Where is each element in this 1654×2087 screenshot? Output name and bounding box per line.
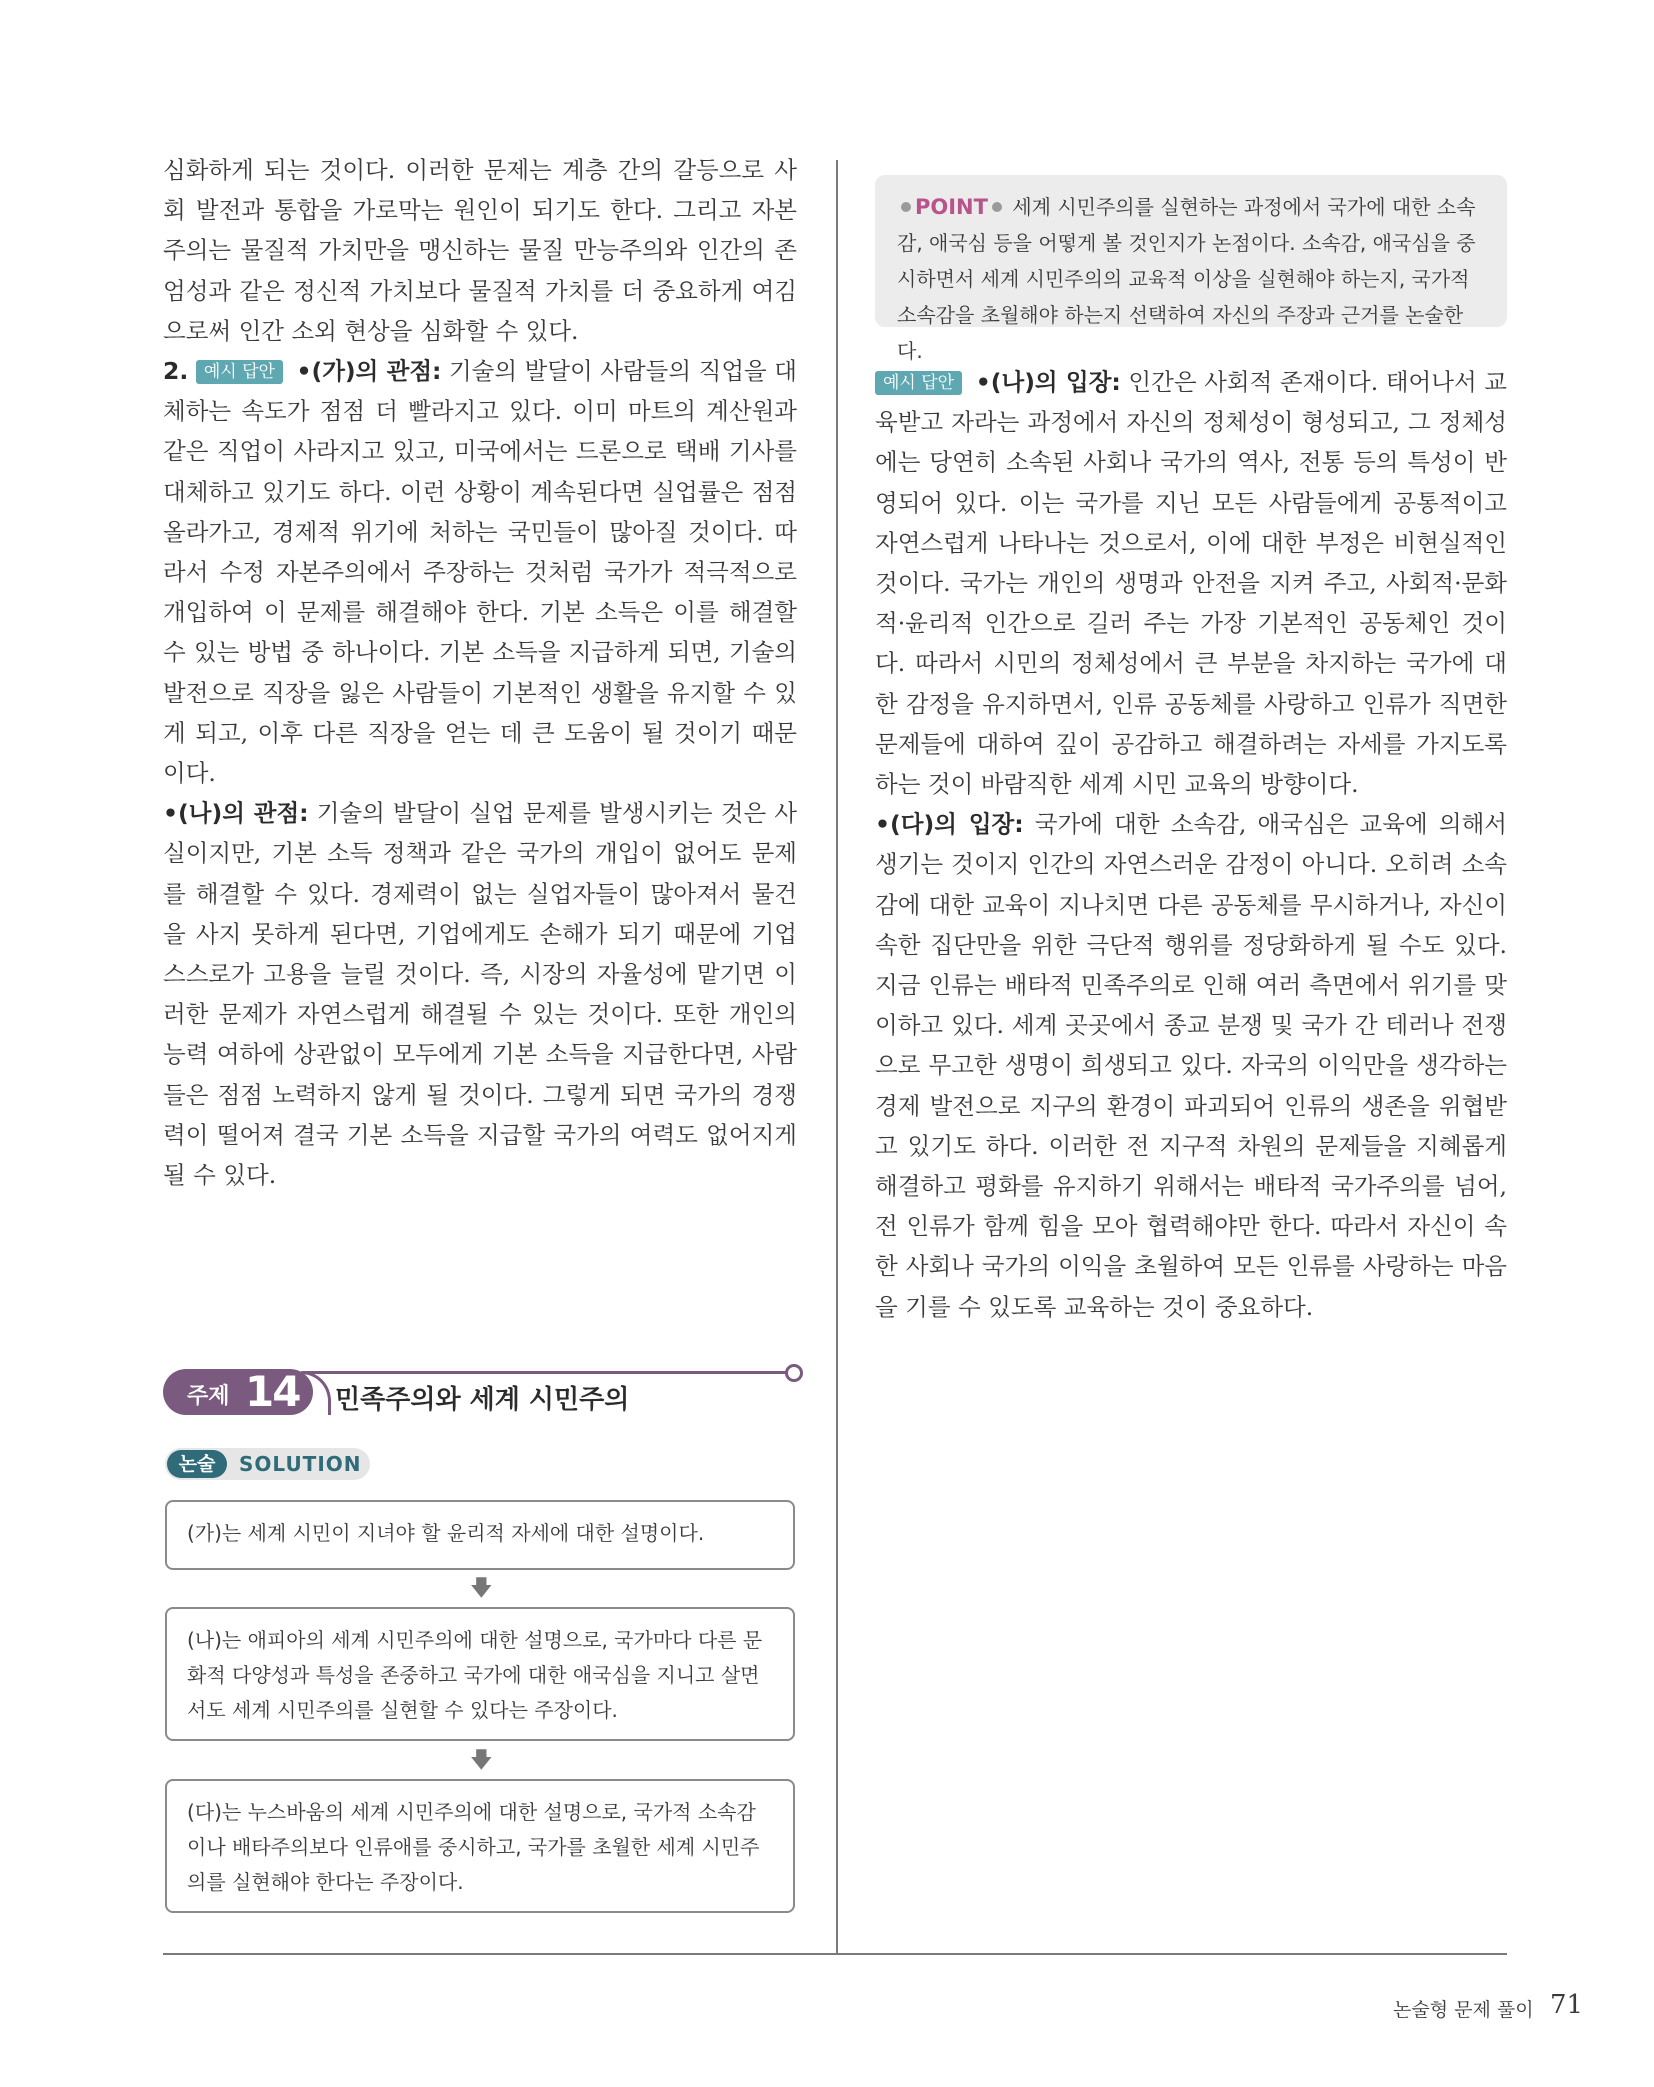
- point-text: 세계 시민주의를 실현하는 과정에서 국가에 대한 소속감, 애국심 등을 어떻게 볼 것인지가 논점이다. 소속감, 애국심을 중시하면서 세계 시민주의의 교육적 이상을 실현해야 하는지, 국가적 소속감을 초월해야 하는지 선택하여 자신의 주장과 근거를 논술한다.: [897, 195, 1476, 363]
- solution-header: [165, 1448, 370, 1480]
- position-na-text: 인간은 사회적 존재이다. 태어나서 교육받고 자라는 과정에서 자신의 정체성이 형성되고, 그 정체성에는 당연히 소속된 사회나 국가의 역사, 전통 등의 특성이 반영되어 있다. 이는 국가를 지닌 모든 사람들에게 공통적이고 자연스럽게 나타나는 것으로서, 이에 대한 부정은 비현실적인 것이다. 국가는 개인의 생명과 안전을 지켜 주고, 사회적·문화적·윤리적 인간으로 길러 주는 가장 기본적인 공동체인 것이다. 따라서 시민의 정체성에서 큰 부분을 차지하는 국가에 대한 감정을 유지하면서, 인류 공동체를 사랑하고 인류가 직면한 문제들에 대하여 깊이 공감하고 해결하려는 자세를 가지도록 하는 것이 바람직한 세계 시민 교육의 방향이다.: [875, 368, 1507, 799]
- position-da-label: •(다)의 입장:: [875, 810, 1024, 839]
- topic-header: [163, 1367, 803, 1423]
- solution-label: SOLUTION: [239, 1452, 362, 1476]
- topic-number: 14: [245, 1367, 300, 1416]
- viewpoint-na-label: •(나)의 관점:: [163, 799, 309, 828]
- solution-box-c: (다)는 누스바움의 세계 시민주의에 대한 설명으로, 국가적 소속감이나 배타주의보다 인류애를 중시하고, 국가를 초월한 세계 시민주의를 실현해야 한다는 주장이다.: [165, 1779, 795, 1913]
- sample-answer-tag: 예시 답안: [875, 371, 962, 395]
- viewpoint-na-text: 기술의 발달이 실업 문제를 발생시키는 것은 사실이지만, 기본 소득 정책과 같은 국가의 개입이 없어도 문제를 해결할 수 있다. 경제력이 없는 실업자들이 많아져서 물건을 사지 못하게 된다면, 기업에게도 손해가 되기 때문에 기업 스스로가 고용을 늘릴 것이다. 즉, 시장의 자율성에 맡기면 이러한 문제가 자연스럽게 해결될 수 있는 것이다. 또한 개인의 능력 여하에 상관없이 모두에게 기본 소득을 지급한다면, 사람들은 점점 노력하지 않게 될 것이다. 그렇게 되면 국가의 경쟁력이 떨어져 결국 기본 소득을 지급할 국가의 여력도 없어지게 될 수 있다.: [163, 799, 797, 1190]
- paragraph-continuation: 심화하게 되는 것이다. 이러한 문제는 계층 간의 갈등으로 사회 발전과 통합을 가로막는 원인이 되기도 한다. 그리고 자본주의는 물질적 가치만을 맹신하는 물질 만능주의와 인간의 존엄성과 같은 정신적 가치보다 물질적 가치를 더 중요하게 여김으로써 인간 소외 현상을 심화할 수 있다.: [163, 156, 797, 345]
- answer-na: [875, 362, 1507, 804]
- question-number: 2.: [163, 357, 189, 386]
- topic-word: 주제: [187, 1384, 230, 1409]
- bullet-dot-icon: [901, 202, 911, 212]
- sample-answer-tag: 예시 답안: [196, 360, 283, 384]
- bullet-dot-icon: [992, 202, 1002, 212]
- position-da-text: 국가에 대한 소속감, 애국심은 교육에 의해서 생기는 것이지 인간의 자연스러운 감정이 아니다. 오히려 소속감에 대한 교육이 지나치면 다른 공동체를 무시하거나, 자신이 속한 집단만을 위한 극단적 행위를 정당화하게 될 수도 있다. 지금 인류는 배타적 민족주의로 인해 여러 측면에서 위기를 맞이하고 있다. 세계 곳곳에서 종교 분쟁 및 국가 간 테러나 전쟁으로 무고한 생명이 희생되고 있다. 자국의 이익만을 생각하는 경제 발전으로 지구의 환경이 파괴되어 인류의 생존을 위협받고 있기도 하다. 이러한 전 지구적 차원의 문제들을 지혜롭게 해결하고 평화를 유지하기 위해서는 배타적 국가주의를 넘어, 전 인류가 함께 힘을 모아 협력해야만 한다. 따라서 자신이 속한 사회나 국가의 이익을 초월하여 모든 인류를 사랑하는 마음을 기를 수 있도록 교육하는 것이 중요하다.: [875, 810, 1507, 1321]
- footer-section-title: 논술형 문제 풀이: [1393, 1999, 1534, 2021]
- topic-ring: [785, 1364, 803, 1382]
- page-number: 71: [1550, 1990, 1584, 2020]
- answer-da: [875, 804, 1507, 1327]
- answer-2-na: [163, 793, 797, 1195]
- down-arrow-icon: 🡇: [470, 1576, 493, 1601]
- topic-line: [303, 1371, 793, 1374]
- left-column: [163, 150, 797, 1195]
- viewpoint-ga-label: •(가)의 관점:: [296, 357, 442, 386]
- solution-box-a: (가)는 세계 시민이 지녀야 할 윤리적 자세에 대한 설명이다.: [165, 1500, 795, 1570]
- position-na-label: •(나)의 입장:: [975, 368, 1121, 396]
- down-arrow-icon: 🡇: [470, 1748, 493, 1773]
- topic-badge: [163, 1369, 313, 1415]
- topic-title: 민족주의와 세계 시민주의: [335, 1385, 630, 1415]
- point-label: POINT: [915, 195, 988, 219]
- answer-2: [163, 351, 797, 793]
- viewpoint-ga-text: 기술의 발달이 사람들의 직업을 대체하는 속도가 점점 더 빨라지고 있다. 이미 마트의 계산원과 같은 직업이 사라지고 있고, 미국에서는 드론으로 택배 기사를 대체하고 있기도 하다. 이런 상황이 계속된다면 실업률은 점점 올라가고, 경제적 위기에 처하는 국민들이 많아질 것이다. 따라서 수정 자본주의에서 주장하는 것처럼 국가가 적극적으로 개입하여 이 문제를 해결해야 한다. 기본 소득은 이를 해결할 수 있는 방법 중 하나이다. 기본 소득을 지급하게 되면, 기술의 발전으로 직장을 잃은 사람들이 기본적인 생활을 유지할 수 있게 되고, 이후 다른 직장을 얻는 데 큰 도움이 될 것이기 때문이다.: [163, 357, 797, 788]
- solution-box-b: (나)는 애피아의 세계 시민주의에 대한 설명으로, 국가마다 다른 문화적 다양성과 특성을 존중하고 국가에 대한 애국심을 지니고 살면서도 세계 시민주의를 실현할 수 있다는 주장이다.: [165, 1607, 795, 1741]
- right-column: [875, 362, 1507, 1327]
- column-divider: [836, 160, 838, 1955]
- footer-divider: [163, 1953, 1507, 1955]
- solution-badge: 논술: [167, 1450, 227, 1478]
- point-box: [875, 175, 1507, 363]
